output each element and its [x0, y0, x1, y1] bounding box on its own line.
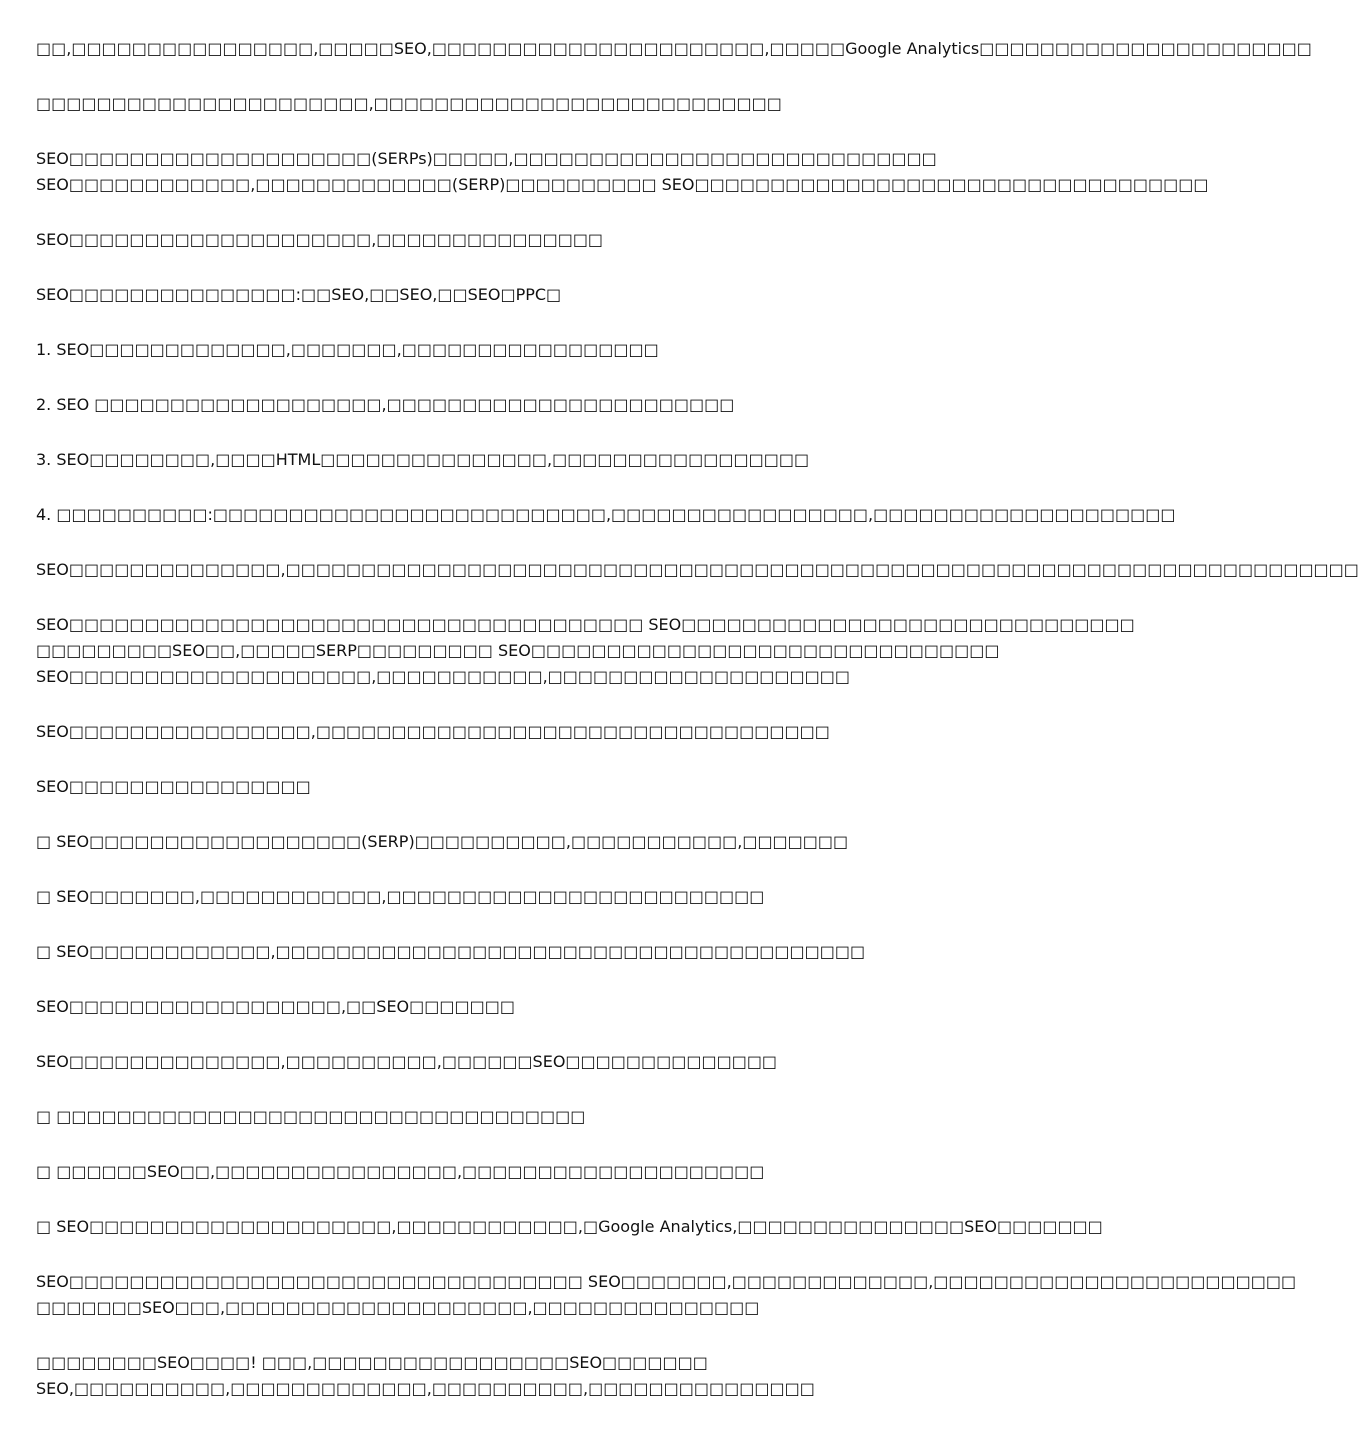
paragraph — [36, 1214, 1103, 1240]
text-line: SEO□□□□□□□□□□□□,□□□□□□□□□□□□□(SERP)□□□□□□□□□□ SEO□□□□□□□□□□□□□□□□□□□□□□□□□□□□□□□□□□ — [36, 175, 1209, 194]
paragraph — [36, 719, 984, 745]
text-line: □ SEO□□□□□□□□□□□□□□□□□□(SERP)□□□□□□□□□□,□□□□□□□□□□□,□□□□□□□ — [36, 832, 849, 851]
text-line: □ SEO□□□□□□□□□□□□,□□□□□□□□□□□□□□□□□□□□□□□□□□□□□□□□□□□□□□□ — [36, 942, 866, 961]
text-line: □□□□□□□□□□□□□□□□□□□□□□,□□□□□□□□□□□□□□□□□□□□□□□□□□□ — [36, 94, 782, 113]
paragraph — [36, 282, 984, 308]
text-line: SEO□□□□□□□□□□□□□□□□□□□□,□□□□□□□□□□□□□□□ — [36, 230, 604, 249]
paragraph — [36, 337, 984, 363]
paragraph — [36, 1049, 984, 1075]
paragraph — [36, 392, 984, 418]
text-line: SEO□□□□□□□□□□□□□□□□□□□□(SERPs)□□□□□,□□□□□□□□□□□□□□□□□□□□□□□□□□□□ — [36, 149, 937, 168]
text-line: SEO,□□□□□□□□□□,□□□□□□□□□□□□□,□□□□□□□□□□,□□□□□□□□□□□□□□□ — [36, 1379, 815, 1398]
paragraph — [36, 829, 984, 855]
text-line: □□□□□□□□SEO□□□□! □□□,□□□□□□□□□□□□□□□□□SEO□□□□□□□ — [36, 1353, 708, 1372]
paragraph — [36, 447, 984, 473]
paragraph — [36, 774, 984, 800]
text-line: □ □□□□□□SEO□□,□□□□□□□□□□□□□□□□,□□□□□□□□□□□□□□□□□□□□ — [36, 1162, 765, 1181]
text-line: □ SEO□□□□□□□,□□□□□□□□□□□□,□□□□□□□□□□□□□□□□□□□□□□□□□ — [36, 887, 765, 906]
paragraph — [36, 1269, 1297, 1321]
text-line: SEO□□□□□□□□□□□□□□□□□□□□□□□□□□□□□□□□□□□□□□ SEO□□□□□□□□□□□□□□□□□□□□□□□□□□□□□□ — [36, 615, 1135, 634]
text-line: 1. SEO□□□□□□□□□□□□□,□□□□□□□,□□□□□□□□□□□□□□□□□ — [36, 340, 659, 359]
text-line: SEO□□□□□□□□□□□□□□□□□□,□□SEO□□□□□□□ — [36, 997, 515, 1016]
paragraph — [36, 502, 1176, 528]
text-line: SEO□□□□□□□□□□□□□□□□□□□□,□□□□□□□□□□□,□□□□□□□□□□□□□□□□□□□□ — [36, 667, 851, 686]
paragraph — [36, 91, 984, 117]
paragraph — [36, 939, 984, 965]
paragraph — [36, 994, 984, 1020]
paragraph — [36, 884, 984, 910]
text-line: □ □□□□□□□□□□□□□□□□□□□□□□□□□□□□□□□□□□□ — [36, 1107, 586, 1126]
paragraph — [36, 1350, 984, 1402]
text-line: SEO□□□□□□□□□□□□□□□□ — [36, 777, 311, 796]
paragraph — [36, 1104, 984, 1130]
text-line: □□□□□□□□□SEO□□,□□□□□SERP□□□□□□□□□ SEO□□□□□□□□□□□□□□□□□□□□□□□□□□□□□□□ — [36, 641, 1000, 660]
text-line: SEO□□□□□□□□□□□□□□□□□□□□□□□□□□□□□□□□□□ SEO□□□□□□□,□□□□□□□□□□□□□,□□□□□□□□□□□□□□□□□□□□□□□□ — [36, 1272, 1297, 1291]
paragraph — [36, 227, 984, 253]
text-line: SEO□□□□□□□□□□□□□□□□,□□□□□□□□□□□□□□□□□□□□□□□□□□□□□□□□□□ — [36, 722, 830, 741]
text-line: □□,□□□□□□□□□□□□□□□□,□□□□□SEO,□□□□□□□□□□□□□□□□□□□□□□,□□□□□Google Analytics□□□□□□□□□□□□□□□□□□□□□□ — [36, 39, 1312, 58]
text-line: 3. SEO□□□□□□□□,□□□□HTML□□□□□□□□□□□□□□□,□□□□□□□□□□□□□□□□□ — [36, 450, 810, 469]
paragraph — [36, 612, 1135, 690]
text-line: 4. □□□□□□□□□□:□□□□□□□□□□□□□□□□□□□□□□□□□□,□□□□□□□□□□□□□□□□□,□□□□□□□□□□□□□□□□□□□□ — [36, 505, 1176, 524]
text-line: □ SEO□□□□□□□□□□□□□□□□□□□□,□□□□□□□□□□□□,□Google Analytics,□□□□□□□□□□□□□□□SEO□□□□□□□ — [36, 1217, 1103, 1236]
text-line: 2. SEO □□□□□□□□□□□□□□□□□□□,□□□□□□□□□□□□□□□□□□□□□□□ — [36, 395, 735, 414]
paragraph — [36, 557, 1359, 583]
paragraph — [36, 1159, 984, 1185]
text-line: SEO□□□□□□□□□□□□□□,□□□□□□□□□□,□□□□□□SEO□□□□□□□□□□□□□□ — [36, 1052, 778, 1071]
text-line: SEO□□□□□□□□□□□□□□□:□□SEO,□□SEO,□□SEO□PPC□ — [36, 285, 562, 304]
paragraph — [36, 36, 1312, 62]
text-line: SEO□□□□□□□□□□□□□□,□□□□□□□□□□□□□□□□□□□□□□□□□□□□□□□□□□□□□□□□□□□□□□□□□□□□□□□□□□□□□□□□□□□□□□□ — [36, 560, 1359, 579]
paragraph — [36, 146, 1209, 198]
text-line: □□□□□□□SEO□□□,□□□□□□□□□□□□□□□□□□□□,□□□□□□□□□□□□□□□ — [36, 1298, 760, 1317]
